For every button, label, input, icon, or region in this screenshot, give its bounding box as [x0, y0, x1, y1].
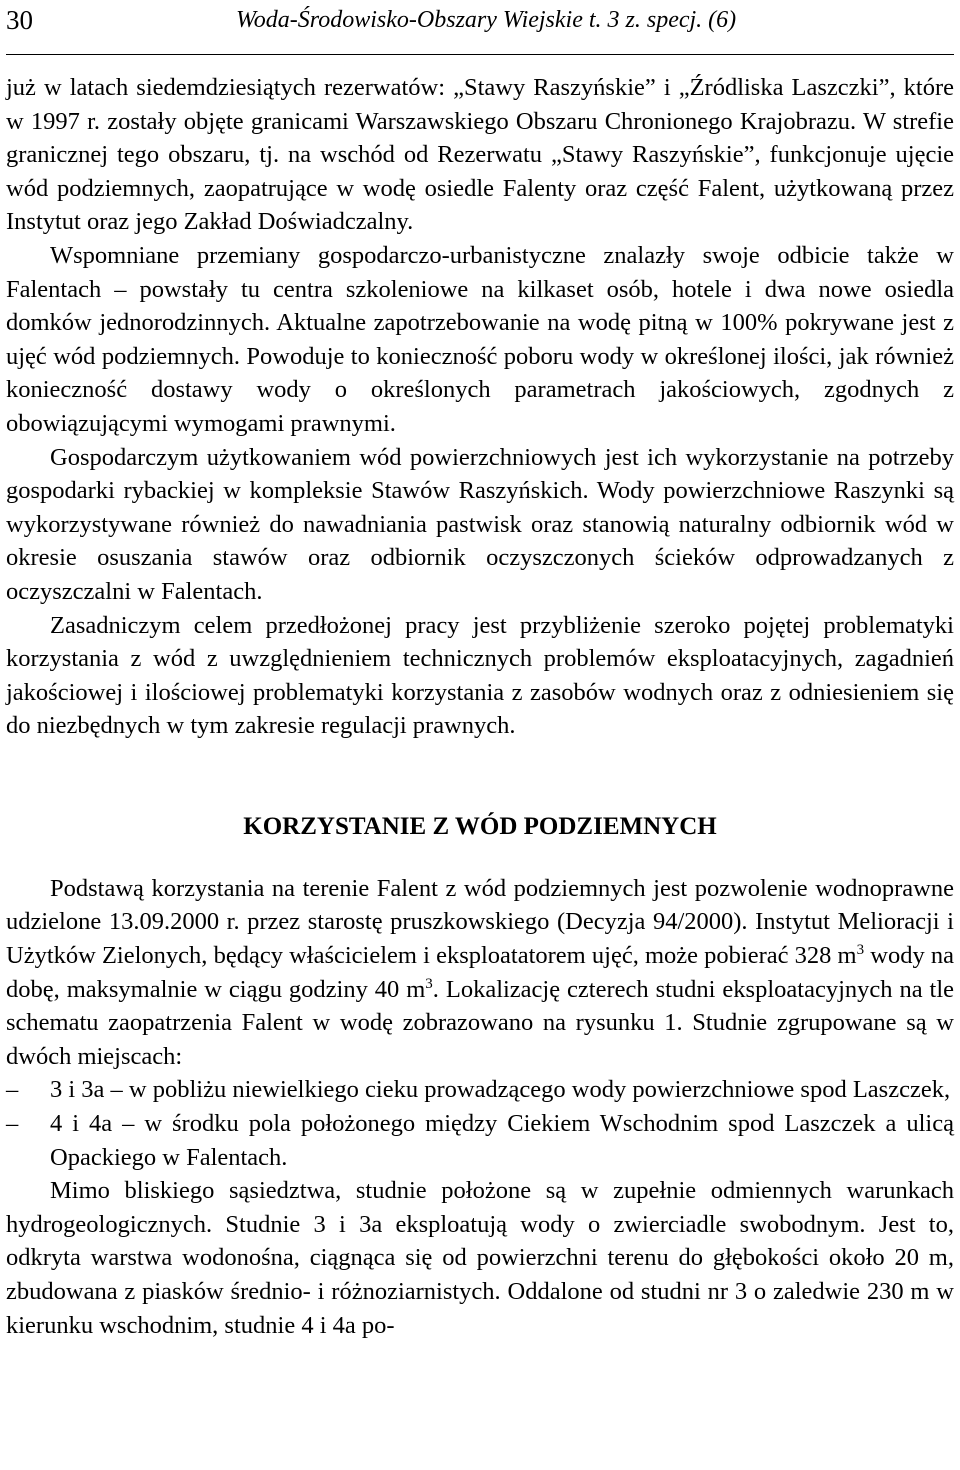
paragraph [6, 872, 954, 1074]
paragraph: Zasadniczym celem przedłożonej pracy jest przybliżenie szeroko pojętej problematyki korzystania z wód z uwzględnieniem technicznych problemów eksploatacyjnych, zagadnień jakościowej i ilościowej problematyki korzystania z zasobów wodnych oraz z odniesieniem się do niezbędnych w tym zakresie regulacji prawnych. [6, 611, 954, 740]
document-page [6, 0, 954, 1342]
list-dash: – [6, 1110, 19, 1138]
paragraph: Wspomniane przemiany gospodarczo-urbanistyczne znalazły swoje odbicie także w Falentach – powstały tu centra szkoleniowe na kilkaset osób, hotele i dwa nowe osiedla domków jednorodzinnych. Aktualne zapotrzebowanie na wodę pitną w 100% pokrywane jest z ujęć wód podziemnych. Powoduje to konieczność poboru wody w określonej ilości, jak również konieczność dostawy wody o określonych parametrach jakościowych, zgodnych z obowiązującymi wymogami prawnymi. [6, 241, 954, 437]
list-dash: – [6, 1076, 19, 1104]
superscript: 3 [856, 942, 865, 959]
list-item-text: 4 i 4a – w środku pola położonego między Ciekiem Wschodnim spod Laszczek a ulicą Opackiego w Falentach. [50, 1110, 954, 1171]
section-heading: KORZYSTANIE Z WÓD PODZIEMNYCH [243, 812, 717, 840]
paragraph: Gospodarczym użytkowaniem wód powierzchniowych jest ich wykorzystanie na potrzeby gospodarki rybackiej w kompleksie Stawów Raszyńskich. Wody powierzchniowe Raszynki są wykorzystywane również do nawadniania pastwisk oraz stanowią naturalny odbiornik wód w okresie osuszania stawów oraz odbiornik oczyszczonych ścieków odprowadzanych z oczyszczalni w Falentach. [6, 443, 954, 605]
superscript: 3 [425, 975, 433, 992]
running-head: Woda-Środowisko-Obszary Wiejskie t. 3 z. specj. (6) [236, 7, 737, 33]
text-run: Podstawą korzystania na terenie Falent z wód podziemnych jest pozwolenie wodnoprawne udzielone 13.09.2000 r. przez starostę pruszkowskiego (Decyzja 94/2000). Instytut Melioracji i Użytków Zielonych, będący właścicielem i eksploatatorem ujęć, może pobierać 328 m [6, 874, 954, 970]
text-run: wody na dobę, maksymalnie w ciągu godziny 40 m [6, 942, 954, 1003]
page-number: 30 [6, 5, 33, 35]
page-header [6, 0, 954, 55]
body-text [6, 71, 954, 1342]
list-item-text: 3 i 3a – w pobliżu niewielkiego cieku prowadzącego wody powierzchniowe spod Laszczek, [50, 1076, 951, 1104]
paragraph: już w latach siedemdziesiątych rezerwatów: „Stawy Raszyńskie” i „Źródliska Laszczki”, które w 1997 r. zostały objęte granicami Warszawskiego Obszaru Chronionego Krajobrazu. W strefie granicznej tego obszaru, tj. na wschód od Rezerwatu „Stawy Raszyńskie”, funkcjonuje ujęcie wód podziemnych, zaopatrujące w wodę osiedle Falenty oraz część Falent, użytkowaną przez Instytut oraz jego Zakład Doświadczalny. [6, 74, 954, 236]
well-location-list [6, 1073, 954, 1174]
list-item [6, 1107, 954, 1174]
list-item [6, 1073, 954, 1107]
paragraph: Mimo bliskiego sąsiedztwa, studnie położone są w zupełnie odmiennych warunkach hydrogeologicznych. Studnie 3 i 3a eksploatują wody o zwierciadle swobodnym. Jest to, odkryta warstwa wodonośna, ciągnąca się od powierzchni terenu do głębokości około 20 m, zbudowana z piasków średnio- i różnoziarnistych. Oddalone od studni nr 3 o zaledwie 230 m w kierunku wschodnim, studnie 4 i 4a po- [6, 1177, 954, 1339]
text-run: . Lokalizację czterech studni eksploatacyjnych na tle schematu zaopatrzenia Falent w wodę zobrazowano na rysunku 1. Studnie zgrupowane są w dwóch miejscach: [6, 975, 954, 1070]
